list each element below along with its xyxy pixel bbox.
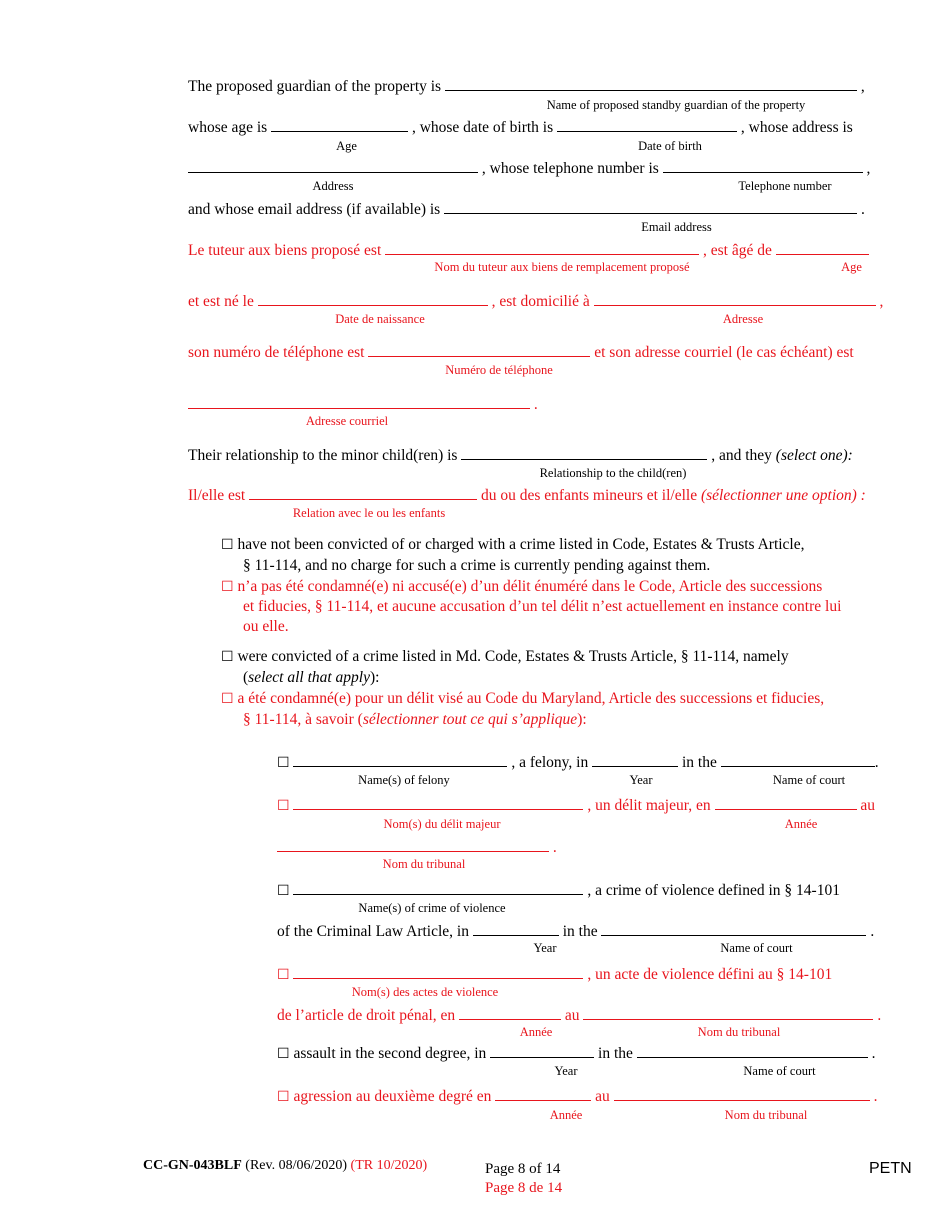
- caption-violence-name: Name(s) of crime of violence: [358, 901, 506, 915]
- phone-field[interactable]: [663, 158, 863, 173]
- guardian-name-field-fr[interactable]: [385, 240, 699, 255]
- checkbox-not-convicted-fr[interactable]: ☐: [221, 579, 234, 595]
- punct: .: [873, 1088, 878, 1105]
- label-fr-violence: , un acte de violence défini au § 14-101: [587, 966, 833, 983]
- assault-en-line: [277, 1043, 876, 1064]
- address-field[interactable]: [188, 158, 478, 173]
- option-not-convicted-en: [221, 535, 805, 555]
- checkbox-violence-fr[interactable]: ☐: [277, 967, 290, 983]
- caption-fr-phone: Numéro de téléphone: [445, 363, 553, 377]
- label-in-the: in the: [562, 923, 598, 940]
- label-felony: , a felony, in: [511, 754, 589, 771]
- label-violence: , a crime of violence defined in § 14-101: [587, 882, 840, 899]
- label-fr-au: au: [860, 797, 876, 814]
- form-type-label: PETN: [869, 1160, 912, 1177]
- option1-fr-text1: n’a pas été condamné(e) ni accusé(e) d’un délit énuméré dans le Code, Article des successions: [237, 578, 823, 595]
- guardian-fr-line2: [188, 291, 883, 312]
- checkbox-assault-fr[interactable]: ☐: [277, 1089, 290, 1105]
- caption-fr-felony-name: Nom(s) du délit majeur: [383, 817, 501, 831]
- option2-fr-text1: a été condamné(e) pour un délit visé au Code du Maryland, Article des successions et fiducies,: [237, 690, 825, 707]
- guardian-fr-line4: [188, 394, 538, 415]
- violence-court-field-fr[interactable]: [583, 1005, 873, 1020]
- caption-violence-year: Year: [533, 941, 557, 955]
- caption-violence-court: Name of court: [720, 941, 793, 955]
- email-field-fr[interactable]: [188, 394, 530, 409]
- caption-fr-violence-name: Nom(s) des actes de violence: [351, 985, 499, 999]
- label-fr-felony: , un délit majeur, en: [587, 797, 711, 814]
- phone-field-fr[interactable]: [368, 342, 590, 357]
- relationship-field[interactable]: [461, 445, 707, 460]
- assault-court-field-fr[interactable]: [614, 1086, 870, 1101]
- label-assault: assault in the second degree, in: [293, 1045, 487, 1062]
- caption-assault-court: Name of court: [743, 1064, 816, 1078]
- violence-year-field-fr[interactable]: [459, 1005, 561, 1020]
- checkbox-assault[interactable]: ☐: [277, 1046, 290, 1062]
- violence-court-field[interactable]: [601, 921, 866, 936]
- felony-court-field-fr[interactable]: [277, 837, 549, 852]
- page-number-fr: Page 8 de 14: [485, 1180, 563, 1196]
- form-id: [143, 1158, 427, 1174]
- email-field[interactable]: [444, 199, 857, 214]
- violence-name-field[interactable]: [293, 880, 583, 895]
- assault-year-field[interactable]: [490, 1043, 594, 1058]
- guardian-en-line3: [188, 158, 870, 179]
- option-not-convicted-fr: [221, 577, 822, 597]
- caption-felony-name: Name(s) of felony: [358, 773, 450, 787]
- caption-fr-email: Adresse courriel: [305, 414, 389, 428]
- checkbox-convicted[interactable]: ☐: [221, 649, 234, 665]
- guardian-fr-line3: [188, 342, 854, 363]
- form-revision: (Rev. 08/06/2020): [245, 1158, 348, 1173]
- guardian-fr-line1: [188, 240, 869, 261]
- felony-fr-line: [277, 795, 875, 816]
- punct: ,: [860, 78, 865, 95]
- checkbox-not-convicted[interactable]: ☐: [221, 537, 234, 553]
- label-fr-select-all: sélectionner tout ce qui s’applique: [362, 711, 578, 728]
- caption-fr-violence-court: Nom du tribunal: [697, 1025, 781, 1039]
- punct: .: [860, 201, 865, 218]
- punct: ,: [866, 160, 871, 177]
- punct: .: [877, 1007, 882, 1024]
- option2-fr-text2: § 11-114, à savoir (: [243, 711, 363, 728]
- label-relationship: Their relationship to the minor child(ren) is: [188, 447, 458, 464]
- label-fr-au: au: [564, 1007, 580, 1024]
- felony-fr-court-line: [277, 837, 557, 858]
- label-fr-select-one: (sélectionner une option) :: [700, 487, 866, 504]
- label-dob: , whose date of birth is: [411, 119, 554, 136]
- assault-fr-line: [277, 1086, 877, 1107]
- caption-fr-guardian-name: Nom du tuteur aux biens de remplacement proposé: [434, 260, 690, 274]
- punct: ,: [879, 293, 884, 310]
- dob-field[interactable]: [557, 117, 737, 132]
- caption-assault-year: Year: [554, 1064, 578, 1078]
- violence-fr-line2: [277, 1005, 881, 1026]
- paren: (: [243, 669, 249, 686]
- option-convicted-en: [221, 647, 789, 667]
- label-in-the: in the: [598, 1045, 633, 1062]
- relationship-fr-line: [188, 485, 866, 506]
- label-select-all: select all that apply: [248, 669, 370, 686]
- checkbox-felony[interactable]: ☐: [277, 755, 290, 771]
- form-translation-rev: (TR 10/2020): [350, 1158, 428, 1173]
- assault-year-field-fr[interactable]: [495, 1086, 591, 1101]
- label-phone: , whose telephone number is: [481, 160, 659, 177]
- caption-fr-address: Adresse: [722, 312, 764, 326]
- option1-en-text2: § 11-114, and no charge for such a crime is currently pending against them.: [243, 557, 711, 574]
- caption-fr-dob: Date de naissance: [335, 312, 425, 326]
- dob-field-fr[interactable]: [258, 291, 488, 306]
- violence-en-line1: [277, 880, 840, 901]
- caption-guardian-name: Name of proposed standby guardian of the property: [546, 98, 806, 112]
- label-fr-age: , est âgé de: [703, 242, 772, 259]
- felony-year-field-fr[interactable]: [715, 795, 857, 810]
- caption-age: Age: [336, 139, 357, 153]
- violence-fr-line1: [277, 964, 832, 985]
- relationship-field-fr[interactable]: [249, 485, 477, 500]
- option1-fr-text2: et fiducies, § 11-114, et aucune accusation d’un tel délit n’est actuellement en instance contre lui: [243, 598, 842, 615]
- violence-name-field-fr[interactable]: [293, 964, 583, 979]
- label-fr-address: , est domicilié à: [491, 293, 590, 310]
- punct: .: [533, 396, 538, 413]
- checkbox-violence[interactable]: ☐: [277, 883, 290, 899]
- guardian-en-label: The proposed guardian of the property is: [188, 78, 442, 95]
- label-in-the: in the: [681, 754, 717, 771]
- guardian-name-field[interactable]: [445, 76, 857, 91]
- age-field-fr[interactable]: [776, 240, 869, 255]
- felony-name-field[interactable]: [293, 752, 507, 767]
- label-fr-and: du ou des enfants mineurs et il/elle: [481, 487, 698, 504]
- guardian-en-line1: [188, 76, 865, 97]
- option1-en-text1: have not been convicted of or charged with a crime listed in Code, Estates & Trusts Article,: [237, 536, 805, 553]
- checkbox-felony-fr[interactable]: ☐: [277, 798, 290, 814]
- caption-felony-year: Year: [629, 773, 653, 787]
- felony-en-line: [277, 752, 879, 773]
- label-fr-phone: son numéro de téléphone est: [188, 344, 365, 361]
- caption-fr-felony-court: Nom du tribunal: [382, 857, 466, 871]
- relationship-en-line: [188, 445, 853, 466]
- label-fr-au: au: [595, 1088, 610, 1105]
- punct: .: [870, 923, 875, 940]
- felony-name-field-fr[interactable]: [293, 795, 583, 810]
- label-fr-criminal-law: de l’article de droit pénal, en: [277, 1007, 456, 1024]
- option-convicted-fr: [221, 689, 824, 709]
- option2-fr-line2: [243, 710, 587, 730]
- label-fr-dob: et est né le: [188, 293, 254, 310]
- caption-fr-violence-year: Année: [519, 1025, 553, 1039]
- punct: .: [874, 754, 879, 771]
- label-select-one: (select one):: [775, 447, 853, 464]
- guardian-en-line2: [188, 117, 853, 138]
- option2-en-line2: [243, 668, 379, 688]
- option2-en-text1: were convicted of a crime listed in Md. Code, Estates & Trusts Article, § 11-114, namely: [237, 648, 789, 665]
- label-and-they: , and they: [711, 447, 772, 464]
- caption-felony-court: Name of court: [772, 773, 846, 787]
- caption-fr-relationship: Relation avec le ou les enfants: [292, 506, 446, 520]
- caption-fr-age: Age: [841, 260, 862, 274]
- caption-fr-assault-court: Nom du tribunal: [724, 1108, 808, 1122]
- label-email: and whose email address (if available) is: [188, 201, 441, 218]
- felony-court-field[interactable]: [721, 752, 875, 767]
- paren: ):: [577, 711, 587, 728]
- label-fr-email: et son adresse courriel (le cas échéant) est: [594, 344, 854, 361]
- form-code: CC-GN-043BLF: [143, 1158, 242, 1173]
- caption-fr-assault-year: Année: [549, 1108, 583, 1122]
- address-field-fr[interactable]: [594, 291, 876, 306]
- caption-address: Address: [312, 179, 354, 193]
- checkbox-convicted-fr[interactable]: ☐: [221, 691, 234, 707]
- guardian-en-line4: [188, 199, 865, 220]
- option1-fr-text3: ou elle.: [243, 618, 289, 635]
- punct: .: [871, 1045, 876, 1062]
- label-age: whose age is: [188, 119, 268, 136]
- label-criminal-law: of the Criminal Law Article, in: [277, 923, 469, 940]
- felony-year-field[interactable]: [592, 752, 678, 767]
- age-field[interactable]: [271, 117, 408, 132]
- punct: .: [552, 839, 557, 856]
- paren: ):: [370, 669, 380, 686]
- label-address: , whose address is: [740, 119, 853, 136]
- label-fr-assault: agression au deuxième degré en: [293, 1088, 492, 1105]
- caption-email: Email address: [641, 220, 712, 234]
- caption-relationship: Relationship to the child(ren): [539, 466, 687, 480]
- page-number-en: Page 8 of 14: [485, 1161, 561, 1177]
- label-fr-relationship: Il/elle est: [188, 487, 246, 504]
- violence-en-line2: [277, 921, 874, 942]
- caption-phone: Telephone number: [738, 179, 832, 193]
- label-fr-guardian: Le tuteur aux biens proposé est: [188, 242, 382, 259]
- caption-dob: Date of birth: [638, 139, 702, 153]
- violence-year-field[interactable]: [473, 921, 559, 936]
- caption-fr-felony-year: Année: [784, 817, 818, 831]
- assault-court-field[interactable]: [637, 1043, 868, 1058]
